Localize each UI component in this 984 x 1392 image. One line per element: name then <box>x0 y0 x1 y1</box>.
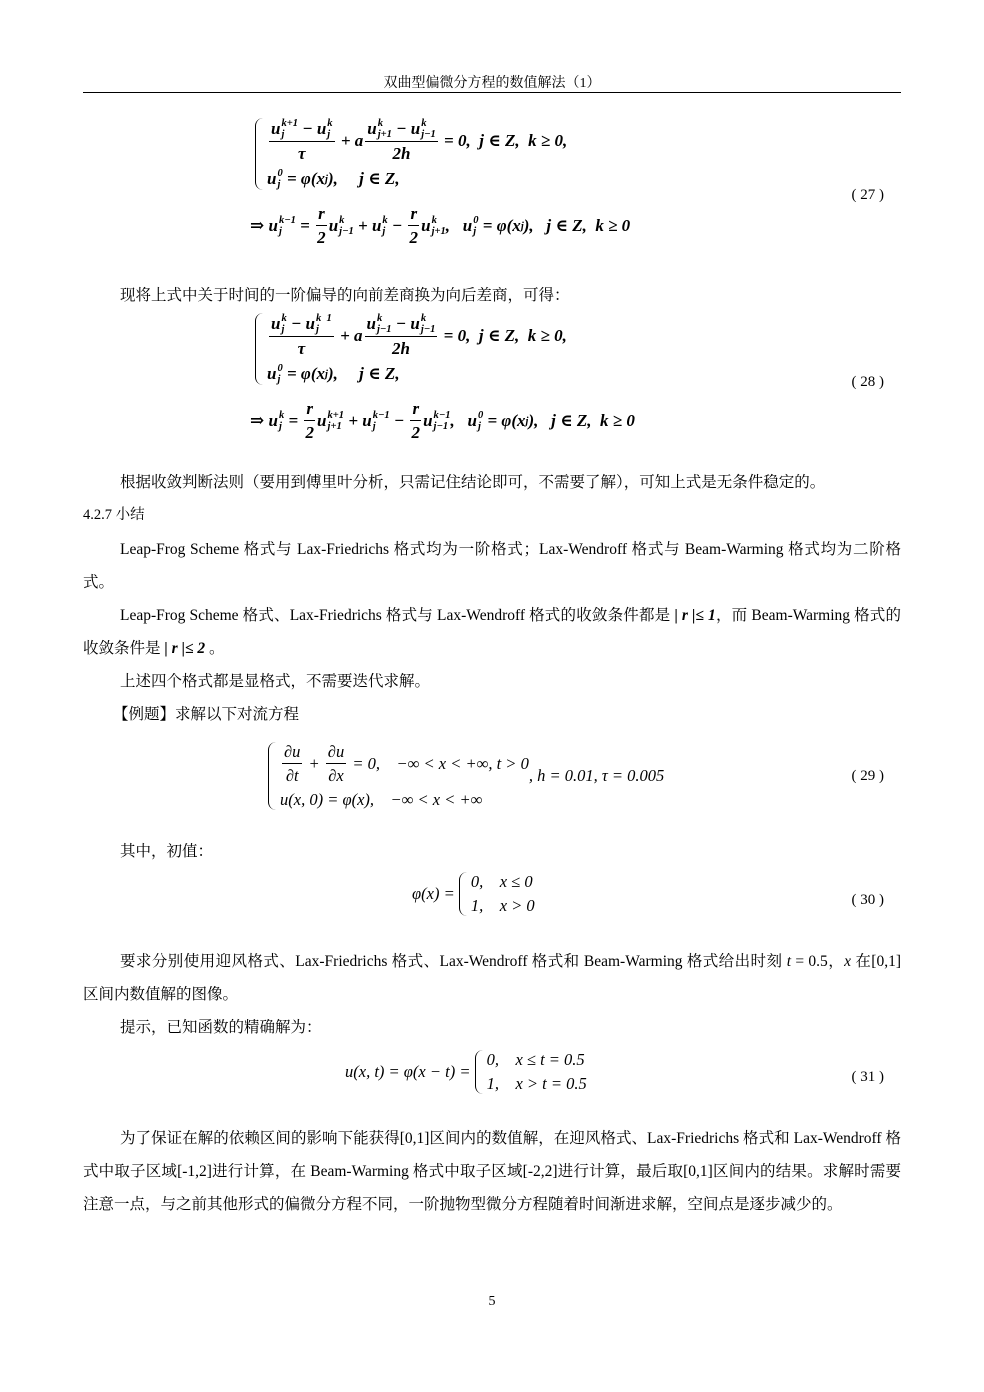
indexed-variable <box>367 313 392 335</box>
indexed-variable <box>367 118 392 140</box>
superscript: k <box>382 215 388 227</box>
math-text: − <box>298 119 317 139</box>
variable-base: u <box>462 216 473 236</box>
case-row <box>267 168 567 190</box>
equation-body <box>250 313 635 443</box>
implication-line <box>250 204 630 248</box>
math-text: = 0, −∞ < x < +∞, t > 0 <box>348 754 529 773</box>
variable-base: u <box>268 411 278 431</box>
variable-base: u <box>316 119 327 139</box>
indexed-variable <box>372 215 388 237</box>
equation-line <box>345 1050 587 1094</box>
indexed-variable <box>317 410 344 432</box>
text-run: 其中，初值： <box>120 843 214 860</box>
indices <box>328 410 345 432</box>
fraction <box>326 742 346 786</box>
subscript: j+1 <box>377 129 392 141</box>
variable-base: u <box>328 216 339 236</box>
math-text: + a <box>335 326 363 346</box>
math-text: 1, x > t = 0.5 <box>486 1074 587 1093</box>
superscript: k <box>327 118 333 129</box>
left-brace <box>268 742 276 810</box>
fraction <box>408 204 419 248</box>
superscript: k <box>377 118 383 129</box>
paragraph-hint <box>83 1011 901 1044</box>
text-run: ，而 Beam-Warming 格式的收敛条件是 <box>83 607 901 657</box>
variable-base: u <box>267 169 277 189</box>
text-run: Leap-Frog Scheme 格式、Lax-Friedrichs 格式与 Lax-Wendroff 格式的收敛条件都是 <box>120 607 675 624</box>
indices <box>339 215 354 237</box>
cases-rows <box>487 1050 587 1094</box>
fraction <box>365 313 438 359</box>
indices <box>327 118 332 140</box>
denominator <box>393 142 411 164</box>
text-run: 提示，已知函数的精确解为： <box>120 1019 322 1036</box>
indices <box>373 410 390 432</box>
variable-base: u <box>362 411 372 431</box>
denominator <box>305 421 314 443</box>
case-row <box>267 313 567 359</box>
math-text: r <box>412 399 420 419</box>
equation-body <box>345 1050 587 1094</box>
paragraph-domain <box>83 1122 901 1221</box>
variable-base: u <box>271 119 281 139</box>
equation-number-27: ( 27 ) <box>851 187 884 203</box>
math-text: r <box>306 399 314 419</box>
math-text: , <box>450 411 468 431</box>
equation-number-29: ( 29 ) <box>851 768 884 784</box>
indexed-variable <box>467 410 483 432</box>
math-text: − <box>286 314 306 334</box>
superscript: k <box>421 118 427 129</box>
left-brace <box>459 872 467 916</box>
variable-base: u <box>305 314 316 334</box>
subscript: j <box>382 226 386 238</box>
equation-number-31: ( 31 ) <box>851 1069 884 1085</box>
subscript: j+1 <box>431 226 446 238</box>
indexed-variable <box>329 215 354 237</box>
indexed-variable <box>463 215 479 237</box>
indexed-variable <box>410 313 435 335</box>
superscript: k+1 <box>327 410 345 422</box>
variable-base: u <box>267 364 277 384</box>
math-text: ∂u <box>327 742 345 761</box>
fraction <box>304 399 315 443</box>
page-number: 5 <box>488 1294 496 1309</box>
section-heading-summary <box>83 499 901 532</box>
cases-block <box>475 1050 587 1094</box>
indexed-variable <box>362 410 389 432</box>
variable-base: u <box>410 119 421 139</box>
subscript: j <box>473 226 477 238</box>
equation-27 <box>250 118 631 248</box>
indexed-variable <box>269 215 296 237</box>
running-header: 双曲型偏微分方程的数值解法（1） <box>383 76 601 91</box>
text-run: = 0.5， <box>791 953 845 970</box>
case-row <box>280 790 529 810</box>
text-run: 现将上式中关于时间的一阶偏导的向前差商换为向后差商，可得： <box>120 287 570 304</box>
superscript: 0 <box>473 215 479 227</box>
variable-base: u <box>366 314 376 334</box>
fraction <box>282 742 302 786</box>
paragraph-requirement <box>83 945 901 1011</box>
cases-rows <box>267 313 567 385</box>
variable-base: u <box>271 314 281 334</box>
subscript: j <box>325 368 328 380</box>
math-text: = <box>295 216 315 236</box>
subscript: j <box>325 173 328 185</box>
math-text: − <box>391 119 411 139</box>
superscript: 0 <box>277 168 283 180</box>
implication-line <box>250 399 635 443</box>
math-text: 2h <box>391 339 410 359</box>
math-inline-bold: | r |≤ 1 <box>674 607 716 624</box>
subscript: j <box>477 421 481 433</box>
denominator <box>328 764 343 786</box>
math-text: = φ(x <box>483 411 526 431</box>
denominator <box>298 142 306 164</box>
math-inline: x <box>844 953 852 970</box>
case-row <box>280 742 529 786</box>
paragraph-order <box>83 533 901 599</box>
superscript: k <box>376 313 383 324</box>
math-text: ∂t <box>285 766 299 785</box>
subscript: j−1 <box>376 324 392 336</box>
indices <box>432 215 446 237</box>
text-run: 。 <box>205 640 225 657</box>
equation-body <box>412 872 535 916</box>
cases-rows <box>280 742 529 810</box>
math-text: − <box>387 216 407 236</box>
math-text: 2 <box>411 423 421 443</box>
text-run: 上述四个格式都是显格式，不需要迭代求解。 <box>120 673 431 690</box>
equation-body <box>250 118 631 248</box>
equation-number-30: ( 30 ) <box>851 892 884 908</box>
superscript: k <box>431 215 437 227</box>
cases-block <box>459 872 535 916</box>
numerator <box>269 313 334 337</box>
left-brace <box>255 118 263 190</box>
indices <box>316 313 332 335</box>
indexed-variable <box>317 118 333 140</box>
math-text: r <box>410 204 418 224</box>
equation-29 <box>268 742 664 810</box>
subscript: j <box>281 324 285 336</box>
subscript: j <box>316 324 319 336</box>
indexed-variable <box>267 168 283 190</box>
math-text: + <box>304 754 324 773</box>
numerator <box>316 204 327 226</box>
math-text: u(x, t) = φ(x − t) = <box>345 1062 475 1081</box>
fraction <box>269 118 335 164</box>
math-text: ⇒ <box>250 216 269 236</box>
indexed-variable <box>271 118 298 140</box>
case-row <box>487 1050 587 1070</box>
math-text: , <box>445 216 463 236</box>
case-row <box>487 1074 587 1094</box>
math-text: ⇒ <box>250 411 269 431</box>
equation-28 <box>250 313 635 443</box>
indices <box>421 313 436 335</box>
math-text: 0, x ≤ 0 <box>470 872 533 891</box>
math-text: ), j ∈ Z, k ≥ 0 <box>528 411 635 431</box>
fraction <box>316 204 327 248</box>
indices <box>377 313 392 335</box>
subscript: j+1 <box>327 421 342 433</box>
numerator <box>365 118 438 142</box>
variable-base: u <box>317 411 327 431</box>
numerator <box>269 118 335 142</box>
math-text: 2 <box>317 228 326 248</box>
text-run: 为了保证在解的依赖区间的影响下能获得[0,1]区间内的数值解，在迎风格式、Lax-Friedrichs 格式和 Lax-Wendroff 格式中取子区域[-1,2]进行计算，在 Beam-Warming 格式中取子区域[-2,2]进行计算，最后取[0,1]区间内的结果。求解时需要注意一点，与之前其他形式的偏微分方程不同，一阶抛物型微分方程随着时间渐进求解，空间点是逐步减少的。 <box>83 1130 901 1213</box>
fraction <box>269 313 334 359</box>
superscript: k <box>281 313 287 324</box>
superscript: k−1 <box>433 410 451 422</box>
math-text: φ(x) = <box>412 884 459 903</box>
math-text: 2h <box>392 144 411 164</box>
math-text: = φ(x <box>282 169 326 189</box>
variable-base: u <box>268 216 278 236</box>
math-text: ), j ∈ Z, <box>327 169 400 189</box>
math-text: τ <box>297 339 306 359</box>
left-brace <box>255 313 263 385</box>
math-text: + <box>344 411 363 431</box>
equation-line <box>412 872 535 916</box>
numerator <box>326 742 346 764</box>
paragraph-stability <box>83 466 901 499</box>
left-brace <box>475 1050 483 1094</box>
text-run: 在[0,1]区间内数值解的图像。 <box>83 953 901 1003</box>
math-text: 2 <box>409 228 419 248</box>
superscript: k−1 <box>372 410 390 422</box>
variable-base: u <box>423 411 433 431</box>
math-inline-bold: | r |≤ 2 <box>164 640 206 657</box>
denominator <box>286 764 299 786</box>
superscript: 0 <box>477 410 484 422</box>
superscript: k <box>420 313 427 324</box>
subscript: j <box>281 129 285 141</box>
case-row <box>471 896 535 916</box>
subscript: j <box>525 415 529 427</box>
superscript: k 1 <box>316 313 332 324</box>
variable-base: u <box>367 119 377 139</box>
math-text: − <box>391 314 411 334</box>
fraction <box>365 118 438 164</box>
variable-base: u <box>371 216 382 236</box>
math-text: 1, x > 0 <box>470 896 535 915</box>
math-text: r <box>318 204 325 224</box>
math-text: + a <box>336 131 364 151</box>
math-text: u(x, 0) = φ(x), −∞ < x < +∞ <box>280 790 483 809</box>
cases-block <box>255 313 567 385</box>
indexed-variable <box>423 410 450 432</box>
subscript: j <box>277 179 281 191</box>
paragraph-explicit <box>83 665 901 698</box>
text-run: 【例题】求解以下对流方程 <box>113 706 300 723</box>
equation-body <box>268 742 664 810</box>
paragraph-example <box>83 698 901 731</box>
indices <box>378 118 392 140</box>
subscript: j <box>327 129 331 141</box>
math-text: = 0, j ∈ Z, k ≥ 0, <box>439 326 567 346</box>
math-text: τ <box>298 144 306 164</box>
subscript: j <box>520 220 524 232</box>
variable-base: u <box>410 314 420 334</box>
subscript: j <box>372 421 376 433</box>
indices <box>281 118 298 140</box>
subscript: j <box>278 421 282 433</box>
cases-rows <box>471 872 535 916</box>
superscript: 0 <box>277 363 283 375</box>
denominator <box>412 421 421 443</box>
subscript: j−1 <box>421 129 436 141</box>
cases-block <box>268 742 529 810</box>
case-row <box>471 872 535 892</box>
superscript: k <box>339 215 345 227</box>
equation-line <box>268 742 664 810</box>
subscript: j <box>278 226 282 238</box>
math-text: ), j ∈ Z, <box>327 364 400 384</box>
math-text: = φ(x <box>478 216 521 236</box>
superscript: k−1 <box>278 215 296 227</box>
indices <box>421 118 436 140</box>
text-run: 4.2.7 小结 <box>83 507 145 523</box>
equation-number-28: ( 28 ) <box>851 374 884 390</box>
denominator <box>298 337 306 359</box>
denominator <box>392 337 410 359</box>
math-text: ), j ∈ Z, k ≥ 0 <box>523 216 631 236</box>
indexed-variable <box>269 410 285 432</box>
numerator <box>365 313 438 337</box>
indices <box>279 215 296 237</box>
numerator <box>282 742 302 764</box>
variable-base: u <box>421 216 431 236</box>
indices <box>434 410 451 432</box>
subscript: j−1 <box>339 226 354 238</box>
equation-30 <box>412 872 535 916</box>
indexed-variable <box>411 118 436 140</box>
paragraph-backward-difference <box>83 279 901 312</box>
superscript: k+1 <box>281 118 299 129</box>
numerator <box>408 204 419 226</box>
math-text: 2 <box>305 423 314 443</box>
subscript: j−1 <box>420 324 436 336</box>
math-text: + <box>353 216 372 236</box>
math-text: = <box>284 411 303 431</box>
header-rule <box>83 92 901 93</box>
indexed-variable <box>306 313 332 335</box>
numerator <box>304 399 315 421</box>
cases-rows <box>267 118 567 190</box>
text-run: 根据收敛判断法则（要用到傅里叶分析，只需记住结论即可，不需要了解），可知上式是无条件稳定的。 <box>120 474 826 491</box>
subscript: j <box>277 374 281 386</box>
math-text: 0, x ≤ t = 0.5 <box>486 1050 585 1069</box>
equation-line <box>255 118 630 190</box>
subscript: j−1 <box>433 421 449 433</box>
math-text: ∂x <box>328 766 344 785</box>
math-text: ∂u <box>284 742 301 761</box>
numerator <box>410 399 421 421</box>
variable-base: u <box>467 411 477 431</box>
case-row <box>267 363 567 385</box>
cases-block <box>255 118 567 190</box>
paragraph-convergence <box>83 599 901 665</box>
denominator <box>317 226 326 248</box>
indexed-variable <box>267 363 283 385</box>
indexed-variable <box>421 215 446 237</box>
paragraph-initial-value <box>83 835 901 868</box>
text-run: 要求分别使用迎风格式、Lax-Friedrichs 格式、Lax-Wendroff 格式和 Beam-Warming 格式给出时刻 <box>120 953 787 970</box>
math-text: , h = 0.01, τ = 0.005 <box>528 766 665 785</box>
superscript: k <box>278 410 285 422</box>
case-row <box>267 118 567 164</box>
equation-31 <box>345 1050 587 1094</box>
denominator <box>410 226 419 248</box>
math-text: = 0, j ∈ Z, k ≥ 0, <box>439 131 568 151</box>
fraction <box>410 399 421 443</box>
text-run: Leap-Frog Scheme 格式与 Lax-Friedrichs 格式均为一阶格式；Lax-Wendroff 格式与 Beam-Warming 格式均为二阶格式。 <box>83 541 901 591</box>
math-text: − <box>389 411 409 431</box>
math-text: = φ(x <box>282 364 326 384</box>
math-inline: t <box>786 953 792 970</box>
indexed-variable <box>271 313 287 335</box>
equation-line <box>255 313 635 385</box>
